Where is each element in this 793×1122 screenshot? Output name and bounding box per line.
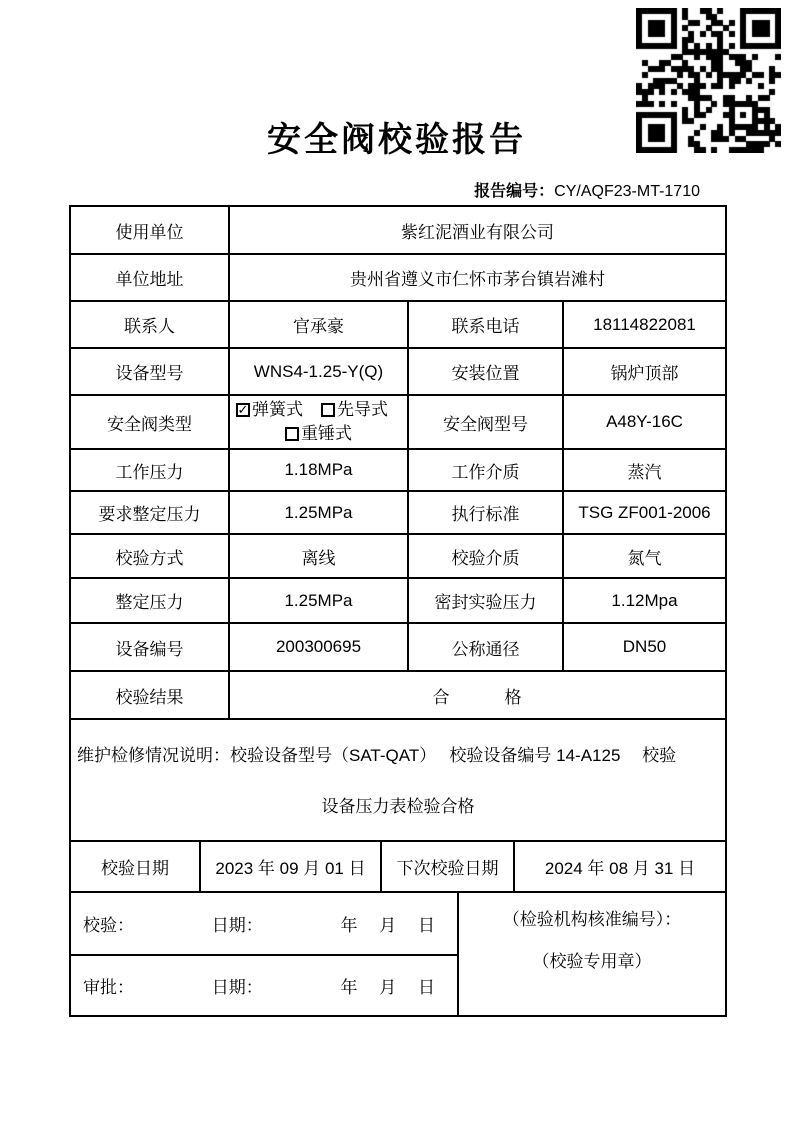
table-row [70, 892, 726, 955]
value-working-medium: 蒸汽 [563, 449, 726, 491]
stamp-cell [458, 892, 726, 1016]
value-seal-test-pressure: 1.12Mpa [563, 578, 726, 623]
sign-approver-label: 审批： [83, 978, 134, 997]
value-device-no: 200300695 [229, 623, 408, 671]
stamp-approval-no: （检验机构核准编号）： [502, 910, 682, 929]
label-required-set-pressure: 要求整定压力 [70, 491, 229, 534]
label-contact-phone: 联系电话 [408, 301, 563, 348]
report-number [474, 178, 700, 201]
table-row [70, 348, 726, 395]
label-valve-type: 安全阀类型 [70, 395, 229, 449]
value-calibration-date: 2023 年 09 月 01 日 [200, 841, 381, 892]
main-table [69, 205, 727, 842]
report-number-label: 报告编号： [474, 183, 555, 200]
table-row [70, 491, 726, 534]
valve-type-option-label: 重锤式 [301, 424, 352, 443]
value-next-calibration-date: 2024 年 08 月 31 日 [514, 841, 726, 892]
table-row [70, 254, 726, 301]
label-calibration-medium: 校验介质 [408, 534, 563, 578]
label-working-pressure: 工作压力 [70, 449, 229, 491]
valve-type-option-label: 先导式 [337, 400, 388, 419]
table-row [70, 449, 726, 491]
value-unit-address: 贵州省遵义市仁怀市茅台镇岩滩村 [229, 254, 726, 301]
label-valve-model: 安全阀型号 [408, 395, 563, 449]
signature-table [69, 891, 727, 1017]
label-next-calibration-date: 下次校验日期 [381, 841, 514, 892]
maintenance-note [70, 719, 726, 841]
value-standard: TSG ZF001-2006 [563, 491, 726, 534]
sign-approver-cell [70, 955, 458, 1016]
label-set-pressure: 整定压力 [70, 578, 229, 623]
table-row [70, 719, 726, 841]
value-set-pressure: 1.25MPa [229, 578, 408, 623]
table-row [70, 578, 726, 623]
table-row [70, 534, 726, 578]
maintenance-note-line1: 维护检修情况说明：校验设备型号（SAT-QAT） 校验设备编号 14-A125 校验 [77, 746, 677, 765]
label-unit-address: 单位地址 [70, 254, 229, 301]
sign-calibrator-date-blank: 年 月 日 [340, 916, 435, 935]
value-valve-model: A48Y-16C [563, 395, 726, 449]
value-calibration-medium: 氮气 [563, 534, 726, 578]
value-install-position: 锅炉顶部 [563, 348, 726, 395]
value-working-pressure: 1.18MPa [229, 449, 408, 491]
report-number-value: CY/AQF23-MT-1710 [554, 183, 700, 200]
sign-calibrator-label: 校验： [83, 916, 134, 935]
page-title: 安全阀校验报告 [267, 122, 526, 159]
sign-approver-date-blank: 年 月 日 [340, 978, 435, 997]
valve-type-option [285, 422, 352, 446]
label-device-model: 设备型号 [70, 348, 229, 395]
unchecked-checkbox-icon [285, 427, 299, 441]
label-working-medium: 工作介质 [408, 449, 563, 491]
value-result: 合 格 [229, 671, 726, 719]
table-row [70, 671, 726, 719]
label-calibration-date: 校验日期 [70, 841, 200, 892]
table-row [70, 623, 726, 671]
label-device-no: 设备编号 [70, 623, 229, 671]
label-seal-test-pressure: 密封实验压力 [408, 578, 563, 623]
table-row [70, 206, 726, 254]
label-use-unit: 使用单位 [70, 206, 229, 254]
maintenance-note-line2: 设备压力表检验合格 [321, 797, 475, 816]
table-row [70, 301, 726, 348]
checked-checkbox-icon: ✓ [237, 402, 249, 417]
value-contact-phone: 18114822081 [563, 301, 726, 348]
value-use-unit: 紫红泥酒业有限公司 [229, 206, 726, 254]
date-table [69, 840, 727, 893]
unchecked-checkbox-icon [321, 403, 335, 417]
value-contact: 官承豪 [229, 301, 408, 348]
sign-calibrator-cell [70, 892, 458, 955]
label-calibration-method: 校验方式 [70, 534, 229, 578]
value-calibration-method: 离线 [229, 534, 408, 578]
value-nominal-diameter: DN50 [563, 623, 726, 671]
label-contact: 联系人 [70, 301, 229, 348]
valve-type-option [321, 398, 388, 422]
valve-type-option [236, 398, 303, 422]
valve-type-option-label: 弹簧式 [252, 400, 303, 419]
label-install-position: 安装位置 [408, 348, 563, 395]
value-device-model: WNS4-1.25-Y(Q) [229, 348, 408, 395]
sign-approver-date-label: 日期： [211, 978, 263, 997]
report-table [69, 205, 725, 1017]
label-nominal-diameter: 公称通径 [408, 623, 563, 671]
valve-type-options [232, 398, 405, 446]
sign-calibrator-date-label: 日期： [211, 916, 263, 935]
stamp-seal: （校验专用章） [532, 952, 652, 971]
table-row [70, 841, 726, 892]
label-result: 校验结果 [70, 671, 229, 719]
value-required-set-pressure: 1.25MPa [229, 491, 408, 534]
table-row [70, 395, 726, 449]
label-standard: 执行标准 [408, 491, 563, 534]
